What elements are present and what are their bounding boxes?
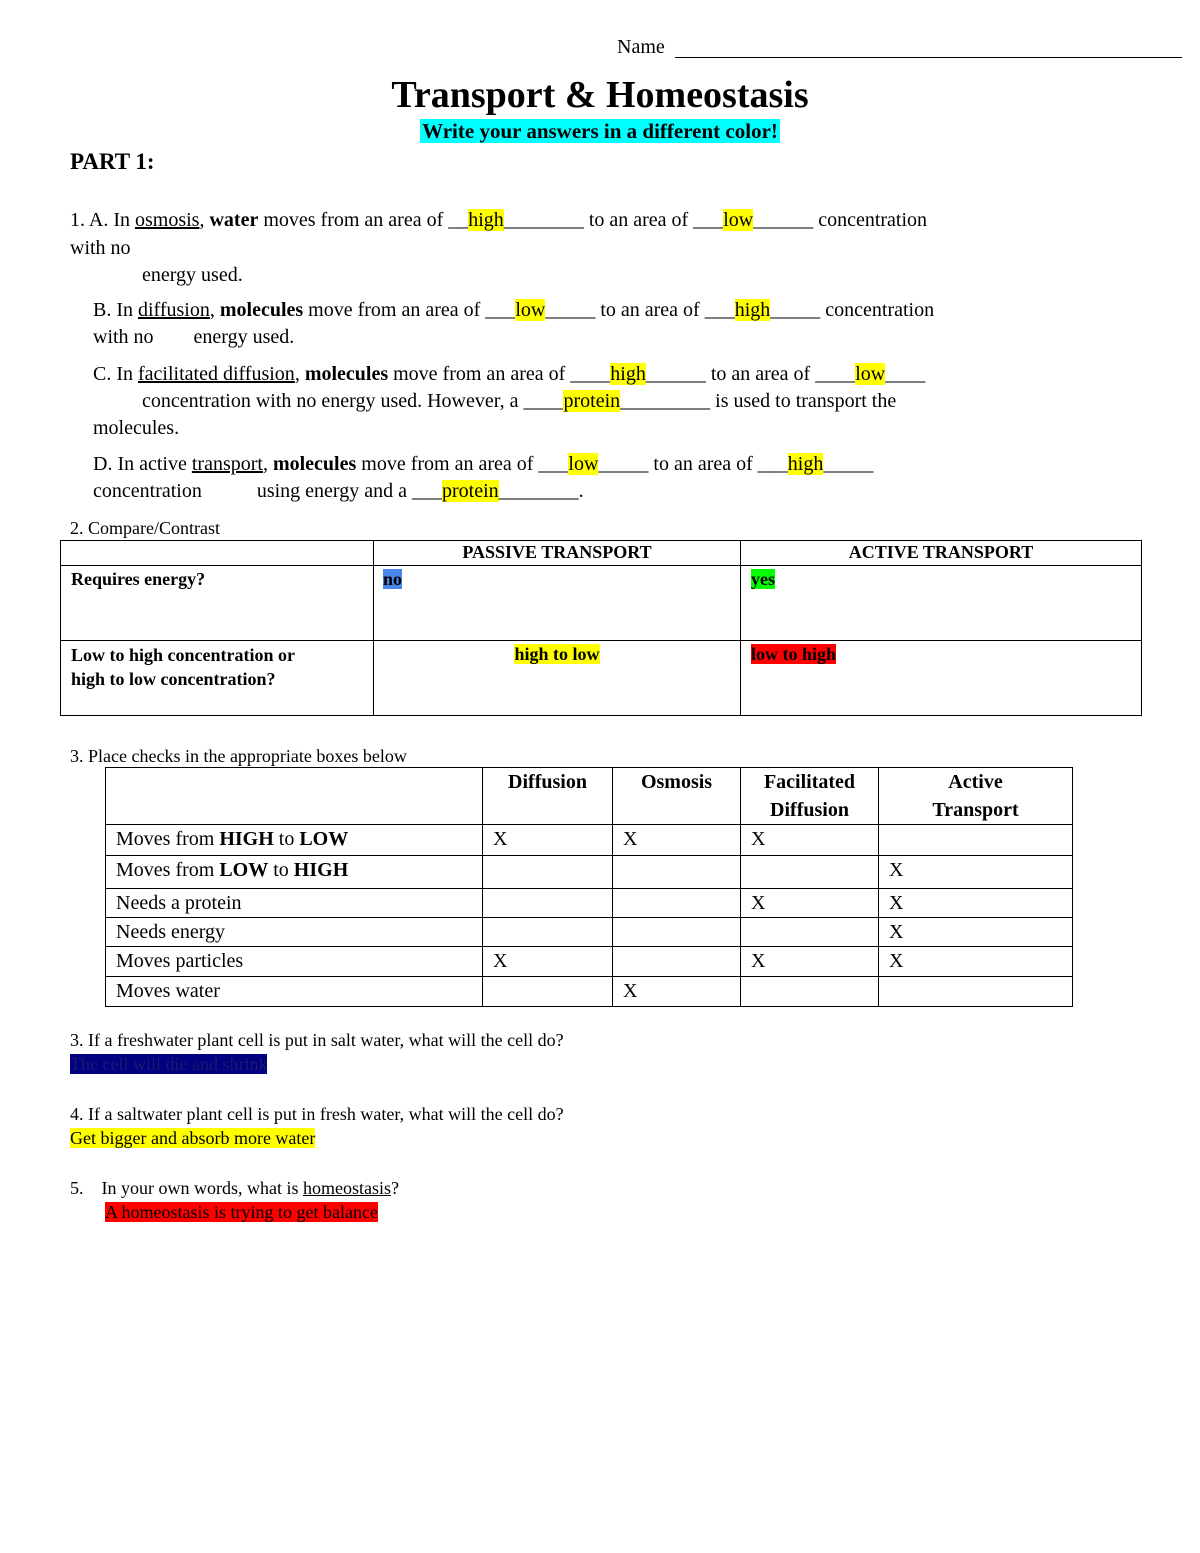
q1c-line2: concentration with no energy used. However, a ____protein_________ is used to transport the: [142, 390, 897, 412]
col-passive: PASSIVE TRANSPORT: [374, 541, 741, 566]
table-row: [106, 977, 1073, 1007]
part-heading: PART 1:: [70, 149, 155, 174]
check-cell[interactable]: X: [879, 947, 1073, 977]
term-homeostasis: homeostasis: [302, 1178, 391, 1198]
q2-label: 2. Compare/Contrast: [70, 518, 220, 538]
answer-field[interactable]: low: [515, 299, 546, 321]
answer-high-to-low: high to low: [514, 644, 600, 664]
check-cell[interactable]: [613, 889, 741, 918]
answer-field[interactable]: low: [855, 363, 886, 385]
answer-field[interactable]: high: [468, 209, 504, 231]
q1b-line2: with no energy used.: [93, 326, 295, 348]
check-cell[interactable]: X: [741, 947, 879, 977]
answer-field[interactable]: high: [787, 453, 824, 475]
q1d-line: D. In active transport, molecules move from an area of ___low_____ to an area of ___high_____: [93, 453, 874, 475]
checks-table: [105, 767, 1073, 1007]
q1c-line: C. In facilitated diffusion, molecules move from an area of ____high______ to an area of ____low____: [93, 363, 926, 385]
compare-table: [60, 540, 1142, 716]
q1a-line2: with no: [70, 237, 131, 259]
cell-passive-energy[interactable]: [374, 566, 741, 641]
term-transport: transport: [191, 453, 263, 475]
name-line[interactable]: [675, 57, 1182, 58]
check-cell[interactable]: X: [879, 889, 1073, 918]
check-cell[interactable]: [879, 825, 1073, 856]
answer-field[interactable]: protein: [441, 480, 499, 502]
row-label-concentration: Low to high concentration or high to low concentration?: [61, 641, 374, 716]
q4-answer[interactable]: The cell will die and shrink: [70, 1054, 268, 1074]
row-label: Moves from LOW to HIGH: [106, 856, 483, 889]
table-row: [106, 947, 1073, 977]
answer-field[interactable]: protein: [563, 390, 621, 412]
check-cell[interactable]: [879, 977, 1073, 1007]
check-cell[interactable]: [483, 977, 613, 1007]
check-cell[interactable]: [613, 856, 741, 889]
table-row: [106, 889, 1073, 918]
q3-label: 3. Place checks in the appropriate boxes below: [70, 746, 407, 766]
q1b-line: B. In diffusion, molecules move from an area of ___low_____ to an area of ___high_____ concentration: [93, 299, 935, 321]
col-active-transport: Active Transport: [879, 768, 1073, 825]
cell-active-energy[interactable]: [741, 566, 1142, 641]
cell-active-concentration[interactable]: [741, 641, 1142, 716]
row-label-energy: Requires energy?: [61, 566, 374, 641]
answer-low-to-high: low to high: [751, 644, 837, 664]
answer-yes: yes: [751, 569, 775, 589]
cell-passive-concentration[interactable]: [374, 641, 741, 716]
table-row: [106, 918, 1073, 947]
q1d-line2: concentration using energy and a ___protein________.: [93, 480, 584, 502]
q1a-line: 1. A. In osmosis, water moves from an area of __high________ to an area of ___low______ concentration: [70, 209, 928, 231]
col-active: ACTIVE TRANSPORT: [741, 541, 1142, 566]
check-cell[interactable]: [613, 918, 741, 947]
row-label: Moves from HIGH to LOW: [106, 825, 483, 856]
q4-question: 3. If a freshwater plant cell is put in salt water, what will the cell do?: [70, 1030, 564, 1050]
q5-question: 4. If a saltwater plant cell is put in fresh water, what will the cell do?: [70, 1104, 564, 1124]
answer-field[interactable]: low: [568, 453, 599, 475]
table-corner: [61, 541, 374, 566]
term-diffusion: diffusion: [138, 299, 210, 321]
name-label: Name: [617, 36, 665, 58]
q1a-line3: energy used.: [142, 264, 243, 286]
answer-no: no: [383, 569, 403, 589]
check-cell[interactable]: [741, 977, 879, 1007]
term-facilitated-diffusion: facilitated diffusion: [138, 363, 295, 385]
answer-field[interactable]: high: [734, 299, 771, 321]
check-cell[interactable]: X: [879, 918, 1073, 947]
check-cell[interactable]: X: [613, 977, 741, 1007]
row-label: Needs a protein: [106, 889, 483, 918]
check-cell[interactable]: [483, 889, 613, 918]
q6-answer[interactable]: A homeostasis is trying to get balance: [105, 1202, 378, 1222]
check-cell[interactable]: [741, 918, 879, 947]
check-cell[interactable]: X: [483, 947, 613, 977]
term-osmosis: osmosis: [135, 209, 200, 231]
q6-question: 5. In your own words, what is homeostasis?: [70, 1178, 399, 1198]
page-title: Transport & Homeostasis: [391, 74, 809, 116]
q1c-line3: molecules.: [93, 417, 180, 439]
q5-answer[interactable]: Get bigger and absorb more water: [70, 1128, 316, 1148]
row-label: Moves water: [106, 977, 483, 1007]
check-cell[interactable]: X: [741, 889, 879, 918]
answer-field[interactable]: high: [610, 363, 646, 385]
check-cell[interactable]: X: [879, 856, 1073, 889]
col-osmosis: Osmosis: [613, 768, 741, 825]
check-cell[interactable]: X: [483, 825, 613, 856]
check-cell[interactable]: X: [613, 825, 741, 856]
row-label: Needs energy: [106, 918, 483, 947]
col-facilitated-diffusion: Facilitated Diffusion: [741, 768, 879, 825]
col-diffusion: Diffusion: [483, 768, 613, 825]
check-cell[interactable]: [483, 918, 613, 947]
check-cell[interactable]: [613, 947, 741, 977]
table-row: [106, 856, 1073, 889]
row-label: Moves particles: [106, 947, 483, 977]
check-cell[interactable]: [483, 856, 613, 889]
instruction-subtitle: Write your answers in a different color!: [422, 119, 778, 143]
checks-corner: [106, 768, 483, 825]
table-row: [106, 825, 1073, 856]
answer-field[interactable]: low: [723, 209, 754, 231]
check-cell[interactable]: X: [741, 825, 879, 856]
check-cell[interactable]: [741, 856, 879, 889]
